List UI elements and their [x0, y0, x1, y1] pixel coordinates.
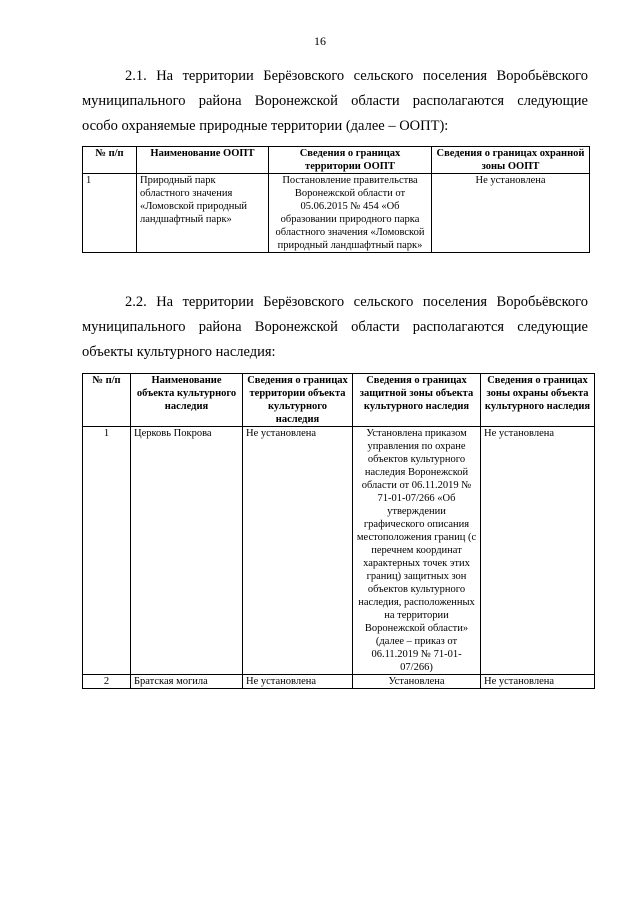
- header-protective-zone: Сведения о границах защитной зоны объекта культурного наследия: [353, 374, 481, 427]
- header-territory: Сведения о границах территории ООПТ: [269, 147, 432, 174]
- cell-name: Церковь Покрова: [131, 427, 243, 675]
- cell-num: 2: [83, 675, 131, 689]
- header-zone: Сведения о границах охранной зоны ООПТ: [432, 147, 590, 174]
- oopt-table: [82, 146, 590, 253]
- paragraph-line: 2.2. На территории Берёзовского сельского поселения Воробьёвского: [125, 294, 588, 310]
- table-row: [83, 427, 595, 675]
- cell-name: Братская могила: [131, 675, 243, 689]
- cell-security-zone: Не установлена: [481, 675, 595, 689]
- paragraph-line: объекты культурного наследия:: [82, 344, 276, 360]
- header-name: Наименование объекта культурного наследия: [131, 374, 243, 427]
- header-num: № п/п: [83, 147, 137, 174]
- cell-num: 1: [83, 174, 137, 253]
- header-num: № п/п: [83, 374, 131, 427]
- cell-protective-zone: Установлена: [353, 675, 481, 689]
- header-security-zone: Сведения о границах зоны охраны объекта культурного наследия: [481, 374, 595, 427]
- cell-security-zone: Не установлена: [481, 427, 595, 675]
- paragraph-line: 2.1. На территории Берёзовского сельского поселения Воробьёвского: [125, 68, 588, 84]
- cell-name: Природный парк областного значения «Ломовской природный ландшафтный парк»: [137, 174, 269, 253]
- page-number: 16: [314, 34, 326, 48]
- cell-territory: Не установлена: [243, 675, 353, 689]
- header-territory: Сведения о границах территории объекта культурного наследия: [243, 374, 353, 427]
- cell-territory: Постановление правительства Воронежской области от 05.06.2015 № 454 «Об образовании природного парка областного значения «Ломовской природный ландшафтный парк»: [269, 174, 432, 253]
- cell-protective-zone: Установлена приказом управления по охране объектов культурного наследия Воронежской области от 06.11.2019 № 71-01-07/266 «Об утверждении графического описания местоположения границ (с перечнем координат характерных точек этих границ) защитных зон объектов культурного наследия, расположенных на территории Воронежской области» (далее – приказ от 06.11.2019 № 71-01-07/266): [353, 427, 481, 675]
- table-header-row: [83, 374, 595, 427]
- header-name: Наименование ООПТ: [137, 147, 269, 174]
- table-row: [83, 174, 590, 253]
- table-row: [83, 675, 595, 689]
- cell-territory: Не установлена: [243, 427, 353, 675]
- cultural-heritage-table: [82, 373, 595, 689]
- paragraph-line: муниципального района Воронежской области располагаются следующие: [82, 93, 588, 109]
- cell-zone: Не установлена: [432, 174, 590, 253]
- table-header-row: [83, 147, 590, 174]
- section-2-2-paragraph: [82, 290, 588, 365]
- section-2-1-paragraph: [82, 64, 588, 139]
- paragraph-line: муниципального района Воронежской области располагаются следующие: [82, 319, 588, 335]
- paragraph-line: особо охраняемые природные территории (далее – ООПТ):: [82, 118, 449, 134]
- cell-num: 1: [83, 427, 131, 675]
